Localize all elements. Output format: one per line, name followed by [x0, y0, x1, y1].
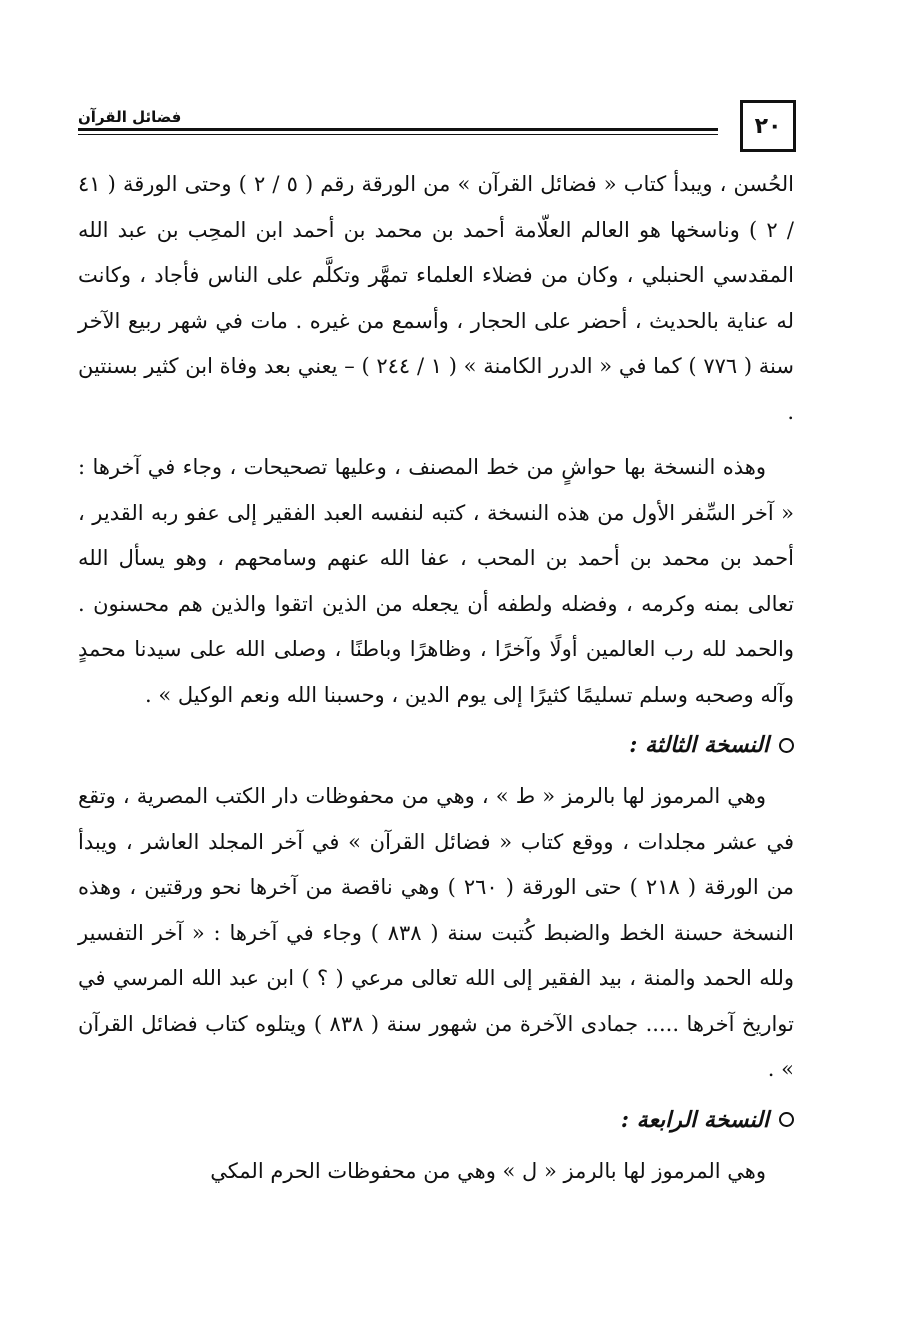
circle-bullet-icon: [779, 1112, 794, 1127]
running-title: فضائل القرآن: [78, 108, 182, 126]
section-heading-third-copy: [78, 722, 794, 768]
section-heading-fourth-copy: [78, 1097, 794, 1143]
circle-bullet-icon: [779, 738, 794, 753]
paragraph-3: وهي المرموز لها بالرمز « ط » ، وهي من محفوظات دار الكتب المصرية ، وتقع في عشر مجلدات ، ووقع كتاب « فضائل القرآن » في آخر المجلد العاشر ، ويبدأ من الورقة ( ٢١٨ ) حتى الورقة ( ٢٦٠ ) وهي ناقصة من آخرها نحو ورقتين ، وهذه النسخة حسنة الخط والضبط كُتبت سنة ( ٨٣٨ ) وجاء في آخرها : « آخر التفسير ولله الحمد والمنة ، بيد الفقير إلى الله تعالى مرعي ( ؟ ) ابن عبد الله المرسي في تواريخ آخرها ..... جمادى الآخرة من شهور سنة ( ٨٣٨ ) ويتلوه كتاب فضائل القرآن » .: [78, 784, 794, 1081]
page-header: [78, 100, 796, 160]
header-rule-thick: [78, 128, 718, 131]
section-heading-text: النسخة الرابعة :: [620, 1106, 769, 1133]
paragraph-2: وهذه النسخة بها حواشٍ من خط المصنف ، وعليها تصحيحات ، وجاء في آخرها : « آخر السِّفر الأول من هذه النسخة ، كتبه لنفسه العبد الفقير إلى عفو ربه القدير ، أحمد بن محمد بن أحمد بن المحب ، عفا الله عنهم وسامحهم ، وهو يسأل الله تعالى بمنه وكرمه ، وفضله ولطفه أن يجعله من الذين اتقوا والذين هم محسنون . والحمد لله رب العالمين أولًا وآخرًا ، وظاهرًا وباطنًا ، وصلى الله على سيدنا محمدٍ وآله وصحبه وسلم تسليمًا كثيرًا إلى يوم الدين ، وحسبنا الله ونعم الوكيل » .: [78, 455, 794, 707]
section-heading-text: النسخة الثالثة :: [629, 732, 769, 758]
paragraph-4: وهي المرموز لها بالرمز « ل » وهي من محفوظات الحرم المكي: [210, 1158, 766, 1183]
page-number: ٢٠: [740, 100, 796, 152]
paragraph-1: الحُسن ، ويبدأ كتاب « فضائل القرآن » من الورقة رقم ( ٥ / ٢ ) وحتى الورقة ( ٤١ / ٢ ) وناسخها هو العالم العلّامة أحمد بن محمد بن أحمد ابن المحِب بن عبد الله المقدسي الحنبلي ، وكان من فضلاء العلماء تمهَّر وتكلَّم على الناس فأجاد ، وكانت له عناية بالحديث ، أحضر على الحجار ، وأسمع من غيره . مات في شهر ربيع الآخر سنة ( ٧٧٦ ) كما في « الدرر الكامنة » ( ١ / ٢٤٤ ) – يعني بعد وفاة ابن كثير بسنتين .: [78, 172, 795, 424]
header-rule-thin: [78, 134, 718, 135]
page-body: [78, 162, 794, 1194]
